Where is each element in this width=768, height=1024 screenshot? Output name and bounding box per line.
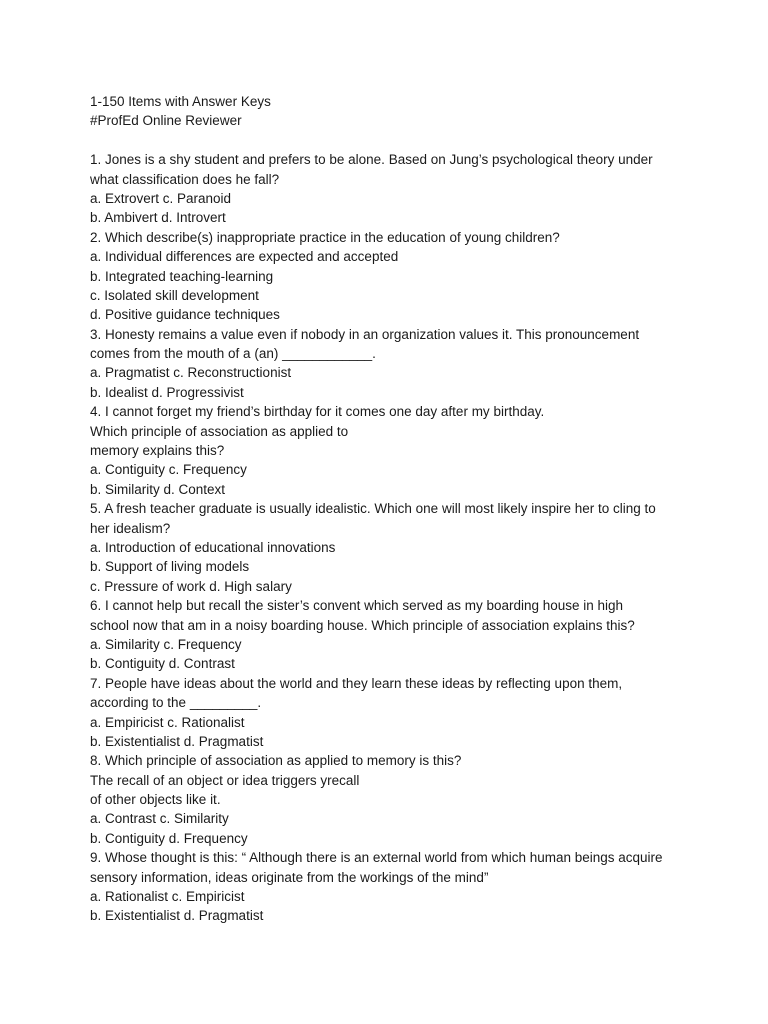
text-line: of other objects like it. (90, 792, 221, 808)
text-line: b. Existentialist d. Pragmatist (90, 733, 264, 749)
text-line: 4. I cannot forget my friend’s birthday for it comes one day after my birthday. (90, 404, 545, 420)
text-line: 5. A fresh teacher graduate is usually idealistic. Which one will most likely inspire her to cling to (90, 501, 656, 517)
text-line: a. Contiguity c. Frequency (90, 462, 247, 478)
text-line: 1. Jones is a shy student and prefers to be alone. Based on Jung’s psychological theory under (90, 152, 653, 168)
text-line: d. Positive guidance techniques (90, 307, 280, 323)
text-line: 6. I cannot help but recall the sister’s convent which served as my boarding house in high (90, 598, 624, 614)
text-line: The recall of an object or idea triggers yrecall (90, 772, 360, 788)
text-line: 9. Whose thought is this: “ Although there is an external world from which human beings acquire (90, 850, 663, 866)
spacer (90, 131, 730, 150)
question-list (90, 150, 730, 926)
text-line: b. Similarity d. Context (90, 481, 226, 497)
text-line: school now that am in a noisy boarding house. Which principle of association explains this? (90, 617, 635, 633)
text-line: sensory information, ideas originate from the workings of the mind” (90, 869, 489, 885)
text-line: according to the _________. (90, 695, 262, 711)
text-line: c. Isolated skill development (90, 287, 259, 303)
document-title: 1-150 Items with Answer Keys (90, 94, 271, 109)
text-line: comes from the mouth of a (an) ____________. (90, 346, 376, 362)
text-line: a. Introduction of educational innovations (90, 539, 336, 555)
text-line: 3. Honesty remains a value even if nobody in an organization values it. This pronouncement (90, 326, 640, 342)
text-line: b. Idealist d. Progressivist (90, 384, 244, 400)
text-line: 7. People have ideas about the world and they learn these ideas by reflecting upon them, (90, 675, 623, 691)
text-line: c. Pressure of work d. High salary (90, 578, 292, 594)
text-line: her idealism? (90, 520, 171, 536)
text-line: a. Pragmatist c. Reconstructionist (90, 365, 292, 381)
text-line: a. Contrast c. Similarity (90, 811, 229, 827)
text-line: 8. Which principle of association as applied to memory is this? (90, 753, 462, 769)
text-line: b. Integrated teaching-learning (90, 268, 274, 284)
text-line: b. Contiguity d. Frequency (90, 830, 248, 846)
document-subtitle: #ProfEd Online Reviewer (90, 113, 242, 129)
text-line: b. Support of living models (90, 559, 250, 575)
text-line: what classification does he fall? (90, 171, 280, 187)
text-line: Which principle of association as applied to (90, 423, 349, 439)
text-line: 2. Which describe(s) inappropriate practice in the education of young children? (90, 229, 560, 245)
text-line: a. Individual differences are expected and accepted (90, 249, 399, 265)
text-line: b. Contiguity d. Contrast (90, 656, 235, 672)
text-line: b. Ambivert d. Introvert (90, 210, 226, 226)
document-body (90, 92, 730, 926)
text-line: a. Similarity c. Frequency (90, 636, 242, 652)
text-line: memory explains this? (90, 443, 225, 459)
text-line: a. Extrovert c. Paranoid (90, 190, 232, 206)
text-line: a. Rationalist c. Empiricist (90, 889, 245, 905)
text-line: b. Existentialist d. Pragmatist (90, 908, 264, 924)
text-line: a. Empiricist c. Rationalist (90, 714, 245, 730)
